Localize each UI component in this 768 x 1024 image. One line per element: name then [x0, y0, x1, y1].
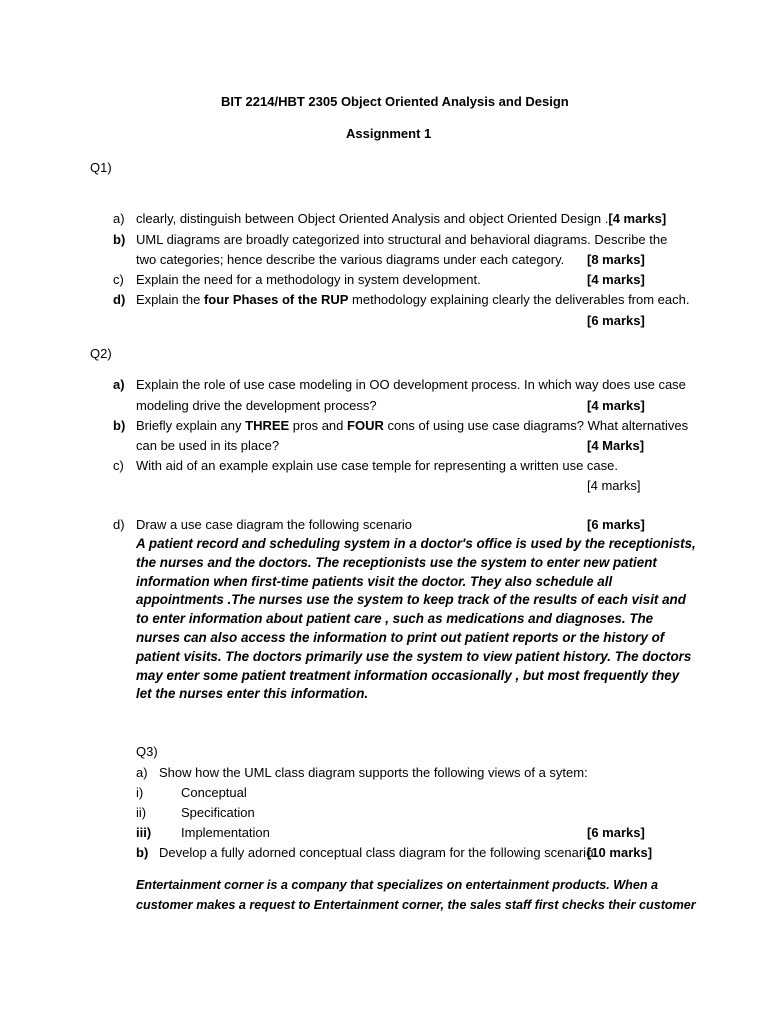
q3-view-i-text: Conceptual [181, 785, 247, 800]
q2-b-post: cons of using use case diagrams? What alternatives [383, 418, 689, 433]
q2-b-mid: pros and [289, 418, 348, 433]
q2-d-text: Draw a use case diagram the following scenario [136, 517, 413, 532]
q1-b-line2: two categories; hence describe the various diagrams under each category. [136, 252, 565, 267]
q2-b-label: b) [113, 418, 126, 433]
q1-d-marks: [6 marks] [587, 313, 645, 328]
q1-c-label: c) [113, 272, 124, 287]
q3-a-text: Show how the UML class diagram supports the following views of a sytem: [159, 765, 588, 780]
q2-b-bold1: THREE [245, 418, 290, 433]
q1-d-post: methodology explaining clearly the deliverables from each. [348, 292, 690, 307]
q2-c-label: c) [113, 458, 124, 473]
q2-b-bold2: FOUR [347, 418, 384, 433]
q2-b-line2: can be used in its place? [136, 438, 280, 453]
q2-b-item [136, 418, 688, 434]
q3-view-ii-label: ii) [136, 805, 147, 820]
q1-d-bold: four Phases of the RUP [203, 292, 349, 307]
q1-heading: Q1) [90, 160, 112, 175]
q2-b-pre: Briefly explain any [136, 418, 246, 433]
q3-b-text: Develop a fully adorned conceptual class diagram for the following scenario. [159, 845, 597, 860]
q1-b-line1: UML diagrams are broadly categorized into structural and behavioral diagrams. Describe the [136, 232, 668, 247]
q3-view-iii-text: Implementation [181, 825, 270, 840]
q1-a-item [136, 211, 666, 227]
q1-d-label: d) [113, 292, 126, 307]
q3-view-iii-label: iii) [136, 825, 152, 840]
q1-d-pre: Explain the [136, 292, 204, 307]
q1-a-label: a) [113, 211, 125, 226]
q2-d-marks: [6 marks] [587, 517, 645, 532]
q2-a-line2: modeling drive the development process? [136, 398, 377, 413]
q2-a-marks: [4 marks] [587, 398, 645, 413]
q1-b-label: b) [113, 232, 126, 247]
q1-a-text: clearly, distinguish between Object Oriented Analysis and object Oriented Design . [136, 211, 609, 226]
q3-b-marks: [10 marks] [587, 845, 653, 860]
q1-c-text: Explain the need for a methodology in system development. [136, 272, 481, 287]
q3-view-i-label: i) [136, 785, 144, 800]
q2-a-label: a) [113, 377, 125, 392]
q2-b-marks: [4 Marks] [587, 438, 645, 453]
q3-heading: Q3) [136, 744, 158, 759]
q3-b-label: b) [136, 845, 149, 860]
q1-b-marks: [8 marks] [587, 252, 645, 267]
q1-a-marks: [4 marks] [608, 211, 667, 226]
q1-d-item [136, 292, 690, 308]
q3-a-label: a) [136, 765, 148, 780]
q3-view-ii-text: Specification [181, 805, 255, 820]
q3-a-marks: [6 marks] [587, 825, 645, 840]
q2-d-label: d) [113, 517, 125, 532]
q2-c-text: With aid of an example explain use case temple for representing a written use case. [136, 458, 618, 473]
assignment-heading: Assignment 1 [346, 126, 432, 141]
document-title: BIT 2214/HBT 2305 Object Oriented Analysis and Design [221, 94, 569, 109]
q2-c-marks: [4 marks] [587, 478, 641, 493]
q2-heading: Q2) [90, 346, 112, 361]
q2-a-line1: Explain the role of use case modeling in OO development process. In which way does use case [136, 377, 686, 392]
q2-d-scenario: A patient record and scheduling system in a doctor's office is used by the receptionists, the nurses and the doctors. The receptionists use the system to enter new patient information when first-time patients visit the doctor. They also schedule all appointments .The nurses use the system to keep track of the results of each visit and to enter information about patient care , such as medications and diagnoses. The nurses can also access the information to print out patient reports or the history of patient visits. The doctors primarily use the system to view patient history. The doctors may enter some patient treatment information occasionally , but most frequently they let the nurses enter this information. [136, 536, 696, 702]
q3-scenario: Entertainment corner is a company that specializes on entertainment products. When a customer makes a request to Entertainment corner, the sales staff first checks their customer [136, 878, 696, 912]
q1-c-marks: [4 marks] [587, 272, 645, 287]
